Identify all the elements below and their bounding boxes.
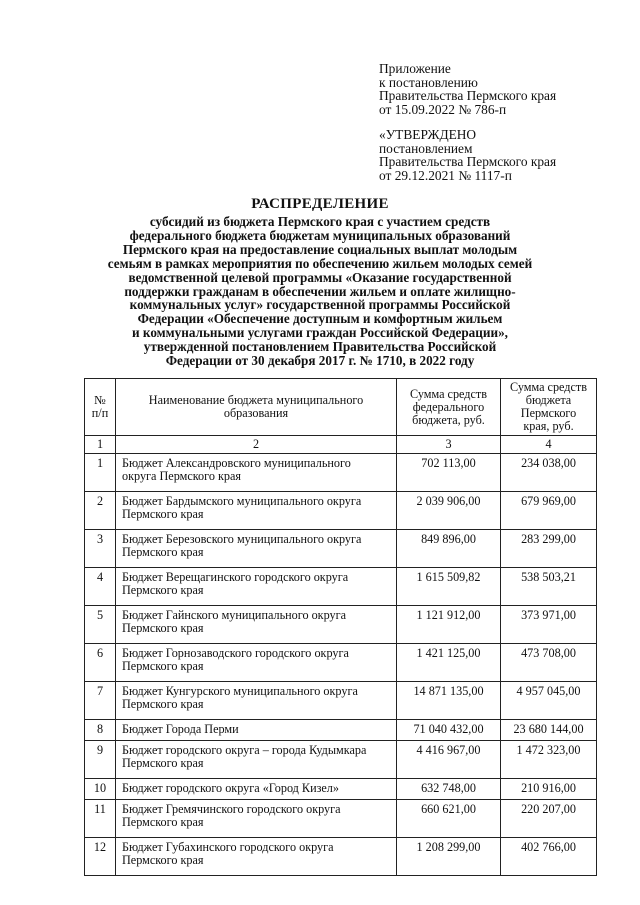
subtitle-line: поддержки гражданам в обеспечении жильем и оплате жилищно- [124,283,516,299]
federal-amount: 702 113,00 [397,454,501,492]
budget-name-line: Бюджет Горнозаводского городского округа [122,646,349,660]
table-row [85,530,597,568]
subtitle-line: ведомственной целевой программы «Оказание государственной [128,269,512,285]
budget-name-line: Бюджет Губахинского городского округа [122,840,334,854]
subtitle-line: Федерации от 30 декабря 2017 г. № 1710, в 2022 году [165,353,475,369]
header-line: края, руб. [523,419,574,433]
budget-name [116,530,397,568]
header-line: образования [223,406,289,420]
table-row [85,800,597,838]
regional-amount: 473 708,00 [501,644,597,682]
budget-name [116,606,397,644]
budget-name-line: Бюджет Александровского муниципального [122,456,351,470]
federal-amount: 660 621,00 [397,800,501,838]
regional-amount: 210 916,00 [501,779,597,800]
table-row [85,568,597,606]
table-row [85,682,597,720]
subtitle-line: коммунальных услуг» государственной программы Российской [129,297,511,313]
regional-amount: 538 503,21 [501,568,597,606]
approval-line: «УТВЕРЖДЕНО [379,127,477,142]
appendix-line: от 15.09.2022 № 786-п [379,101,507,117]
subtitle-line: утвержденной постановлением Правительства Российской [143,339,497,355]
document-subtitle [100,215,540,368]
column-number: 2 [116,436,397,454]
regional-amount: 23 680 144,00 [501,720,597,741]
budget-name [116,741,397,779]
subtitle-line: федерального бюджета бюджетам муниципальных образований [129,227,511,243]
budget-name-line: Пермского края [122,814,204,829]
header-line: бюджета, руб. [412,412,485,427]
row-number: 12 [85,838,116,876]
table-row [85,606,597,644]
document-title: РАСПРЕДЕЛЕНИЕ [251,196,389,212]
header-regional-amount [501,379,597,436]
budget-name-line: Бюджет Березовского муниципального округа [122,532,362,546]
federal-amount: 1 208 299,00 [397,838,501,876]
budget-name-line: Бюджет Гайнского муниципального округа [122,608,347,622]
regional-amount: 4 957 045,00 [501,682,597,720]
federal-amount: 14 871 135,00 [397,682,501,720]
row-number: 7 [85,682,116,720]
column-number: 4 [501,436,597,454]
federal-amount: 2 039 906,00 [397,492,501,530]
budget-name [116,800,397,838]
header-line: Пермского [520,406,577,420]
regional-amount: 679 969,00 [501,492,597,530]
table-row [85,741,597,779]
header-number [85,379,116,436]
header-line: федерального [412,399,485,414]
column-number: 3 [397,436,501,454]
budget-name-line: Бюджет Бардымского муниципального округа [122,494,362,508]
appendix-line: Правительства Пермского края [379,88,557,103]
header-line: Наименование бюджета муниципального [148,393,364,407]
subtitle-line: семьям в рамках мероприятия по обеспечению жильем молодых семей [107,255,533,271]
table-row [85,644,597,682]
row-number: 5 [85,606,116,644]
budget-name-line: Пермского края [122,582,204,597]
budget-name-line: Пермского края [122,544,204,559]
subtitle-line: субсидий из бюджета Пермского края с участием средств [149,214,491,229]
federal-amount: 1 615 509,82 [397,568,501,606]
header-budget-name [116,379,397,436]
regional-amount: 402 766,00 [501,838,597,876]
appendix-line: Приложение [379,61,451,76]
budget-name-line: Пермского края [122,506,204,521]
regional-amount: 373 971,00 [501,606,597,644]
distribution-table [84,378,597,876]
federal-amount: 71 040 432,00 [397,720,501,741]
row-number: 2 [85,492,116,530]
budget-name-line: Пермского края [122,620,204,635]
row-number: 6 [85,644,116,682]
header-line: Сумма средств [510,380,587,394]
budget-name-line: Бюджет Гремячинского городского округа [122,802,341,816]
regional-amount: 283 299,00 [501,530,597,568]
row-number: 8 [85,720,116,741]
budget-name-line: округа Пермского края [122,468,241,483]
header-line: п/п [91,406,109,420]
budget-name-line: Пермского края [122,658,204,673]
budget-name-line: Бюджет городского округа «Город Кизел» [122,781,339,795]
approval-line: постановлением [379,140,473,156]
regional-amount: 234 038,00 [501,454,597,492]
approval-line: от 29.12.2021 № 1117-п [379,167,512,183]
budget-name [116,838,397,876]
budget-name-line: Пермского края [122,852,204,867]
appendix-line: к постановлению [379,74,478,90]
approval-block [379,128,556,182]
row-number: 10 [85,779,116,800]
budget-name [116,644,397,682]
budget-name-line: Пермского края [122,696,204,711]
federal-amount: 849 896,00 [397,530,501,568]
column-number-row [85,436,597,454]
budget-name-line: Бюджет Верещагинского городского округа [122,570,349,584]
row-number: 3 [85,530,116,568]
budget-name [116,454,397,492]
subtitle-line: Федерации «Обеспечение доступным и комфортным жильем [137,311,503,327]
budget-name [116,682,397,720]
row-number: 1 [85,454,116,492]
header-row [85,379,597,436]
budget-name [116,720,397,741]
federal-amount: 4 416 967,00 [397,741,501,779]
federal-amount: 632 748,00 [397,779,501,800]
row-number: 11 [85,800,116,838]
subtitle-line: и коммунальными услугами граждан Российской Федерации», [132,325,508,341]
approval-line: Правительства Пермского края [379,154,557,169]
regional-amount: 1 472 323,00 [501,741,597,779]
table-row [85,779,597,800]
budget-name [116,568,397,606]
budget-name-line: Бюджет Кунгурского муниципального округа [122,684,358,698]
header-line: Сумма средств [410,386,487,401]
column-number: 1 [85,436,116,454]
table-row [85,454,597,492]
regional-amount: 220 207,00 [501,800,597,838]
federal-amount: 1 121 912,00 [397,606,501,644]
subtitle-line: Пермского края на предоставление социальных выплат молодым [122,241,518,257]
budget-name-line: Пермского края [122,755,204,770]
table-row [85,720,597,741]
table-row [85,838,597,876]
header-federal-amount [397,379,501,436]
header-line: № [94,393,106,407]
row-number: 9 [85,741,116,779]
budget-name-line: Бюджет городского округа – города Кудымкара [122,743,367,757]
header-line: бюджета [525,393,572,407]
federal-amount: 1 421 125,00 [397,644,501,682]
table-row [85,492,597,530]
budget-name [116,779,397,800]
appendix-block [379,62,556,116]
budget-name-line: Бюджет Города Перми [122,722,239,736]
budget-name [116,492,397,530]
row-number: 4 [85,568,116,606]
